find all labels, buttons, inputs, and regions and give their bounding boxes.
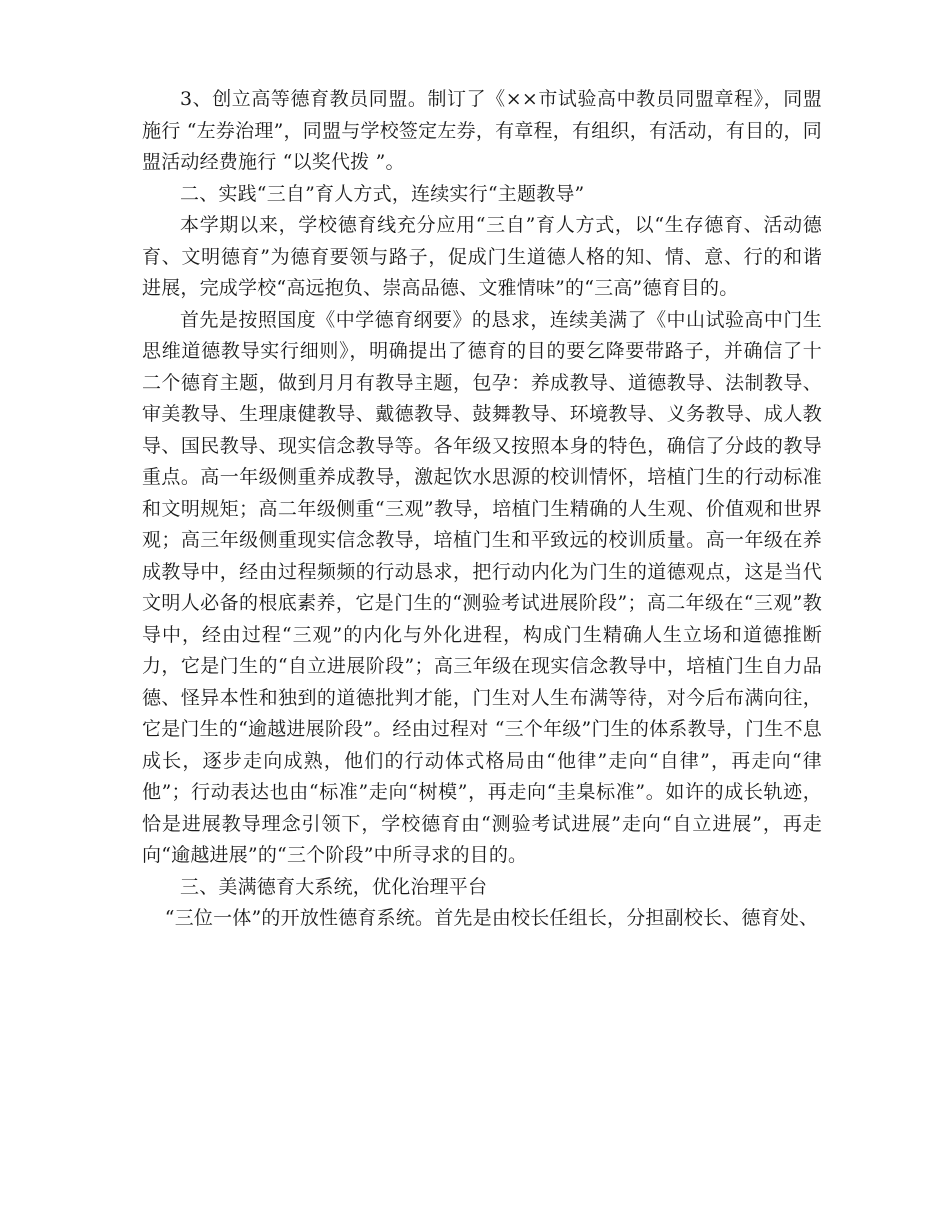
section-heading-three: 三、美满德育大系统，优化治理平台	[180, 875, 488, 898]
paragraph-teacher-alliance: 3、创立高等德育教员同盟。制订了《××市试验高中教员同盟章程》，同盟施行 “左券治理”，同盟与学校签定左券，有章程，有组织，有活动，有目的，同盟活动经费施行 “以奖代拨 ”。	[142, 88, 822, 173]
paragraph-three-self-method: 本学期以来，学校德育线充分应用“三自”育人方式，以“生存德育、活动德育、文明德育”为德育要领与路子，促成门生道德人格的知、情、意、行的和谐进展，完成学校“高远抱负、崇高品德、文雅情味”的“三高”德育目的。	[142, 214, 822, 299]
paragraph-moral-education-themes: 首先是按照国度《中学德育纲要》的恳求，连续美满了《中山试验高中门生思维道德教导实行细则》，明确提出了德育的目的要乞降要带路子，并确信了十二个德育主题，做到月月有教导主题，包孕：养成教导、道德教导、法制教导、审美教导、生理康健教导、戴德教导、鼓舞教导、环境教导、义务教导、成人教导、国民教导、现实信念教导等。各年级又按照本身的特色，确信了分歧的教导重点。高一年级侧重养成教导，激起饮水思源的校训情怀，培植门生的行动标准和文明规矩；高二年级侧重“三观”教导，培植门生精确的人生观、价值观和世界观；高三年级侧重现实信念教导，培植门生和平致远的校训质量。高一年级在养成教导中，经由过程频频的行动恳求，把行动内化为门生的道德观点，这是当代文明人必备的根底素养，它是门生的“测验考试进展阶段”；高二年级在“三观”教导中，经由过程“三观”的内化与外化进程，构成门生精确人生立场和道德推断力，它是门生的“自立进展阶段”；高三年级在现实信念教导中，培植门生自力品德、怪异本性和独到的道德批判才能，门生对人生布满等待，对今后布满向往，它是门生的“逾越进展阶段”。经由过程对 “三个年级”门生的体系教导，门生不息成长，逐步走向成熟，他们的行动体式格局由“他律”走向“自律”，再走向“律他”；行动表达也由“标准”走向“树模”，再走向“圭臬标准”。如许的成长轨迹，恰是进展教导理念引领下，学校德育由“测验考试进展”走向“自立进展”，再走向“逾越进展”的“三个阶段”中所寻求的目的。	[142, 308, 822, 866]
paragraph-three-in-one-system: “三位一体”的开放性德育系统。首先是由校长任组长，分担副校长、德育处、	[164, 907, 819, 929]
document-body	[142, 84, 822, 935]
section-heading-two: 二、实践“三自”育人方式，连续实行“主题教导”	[180, 182, 585, 205]
